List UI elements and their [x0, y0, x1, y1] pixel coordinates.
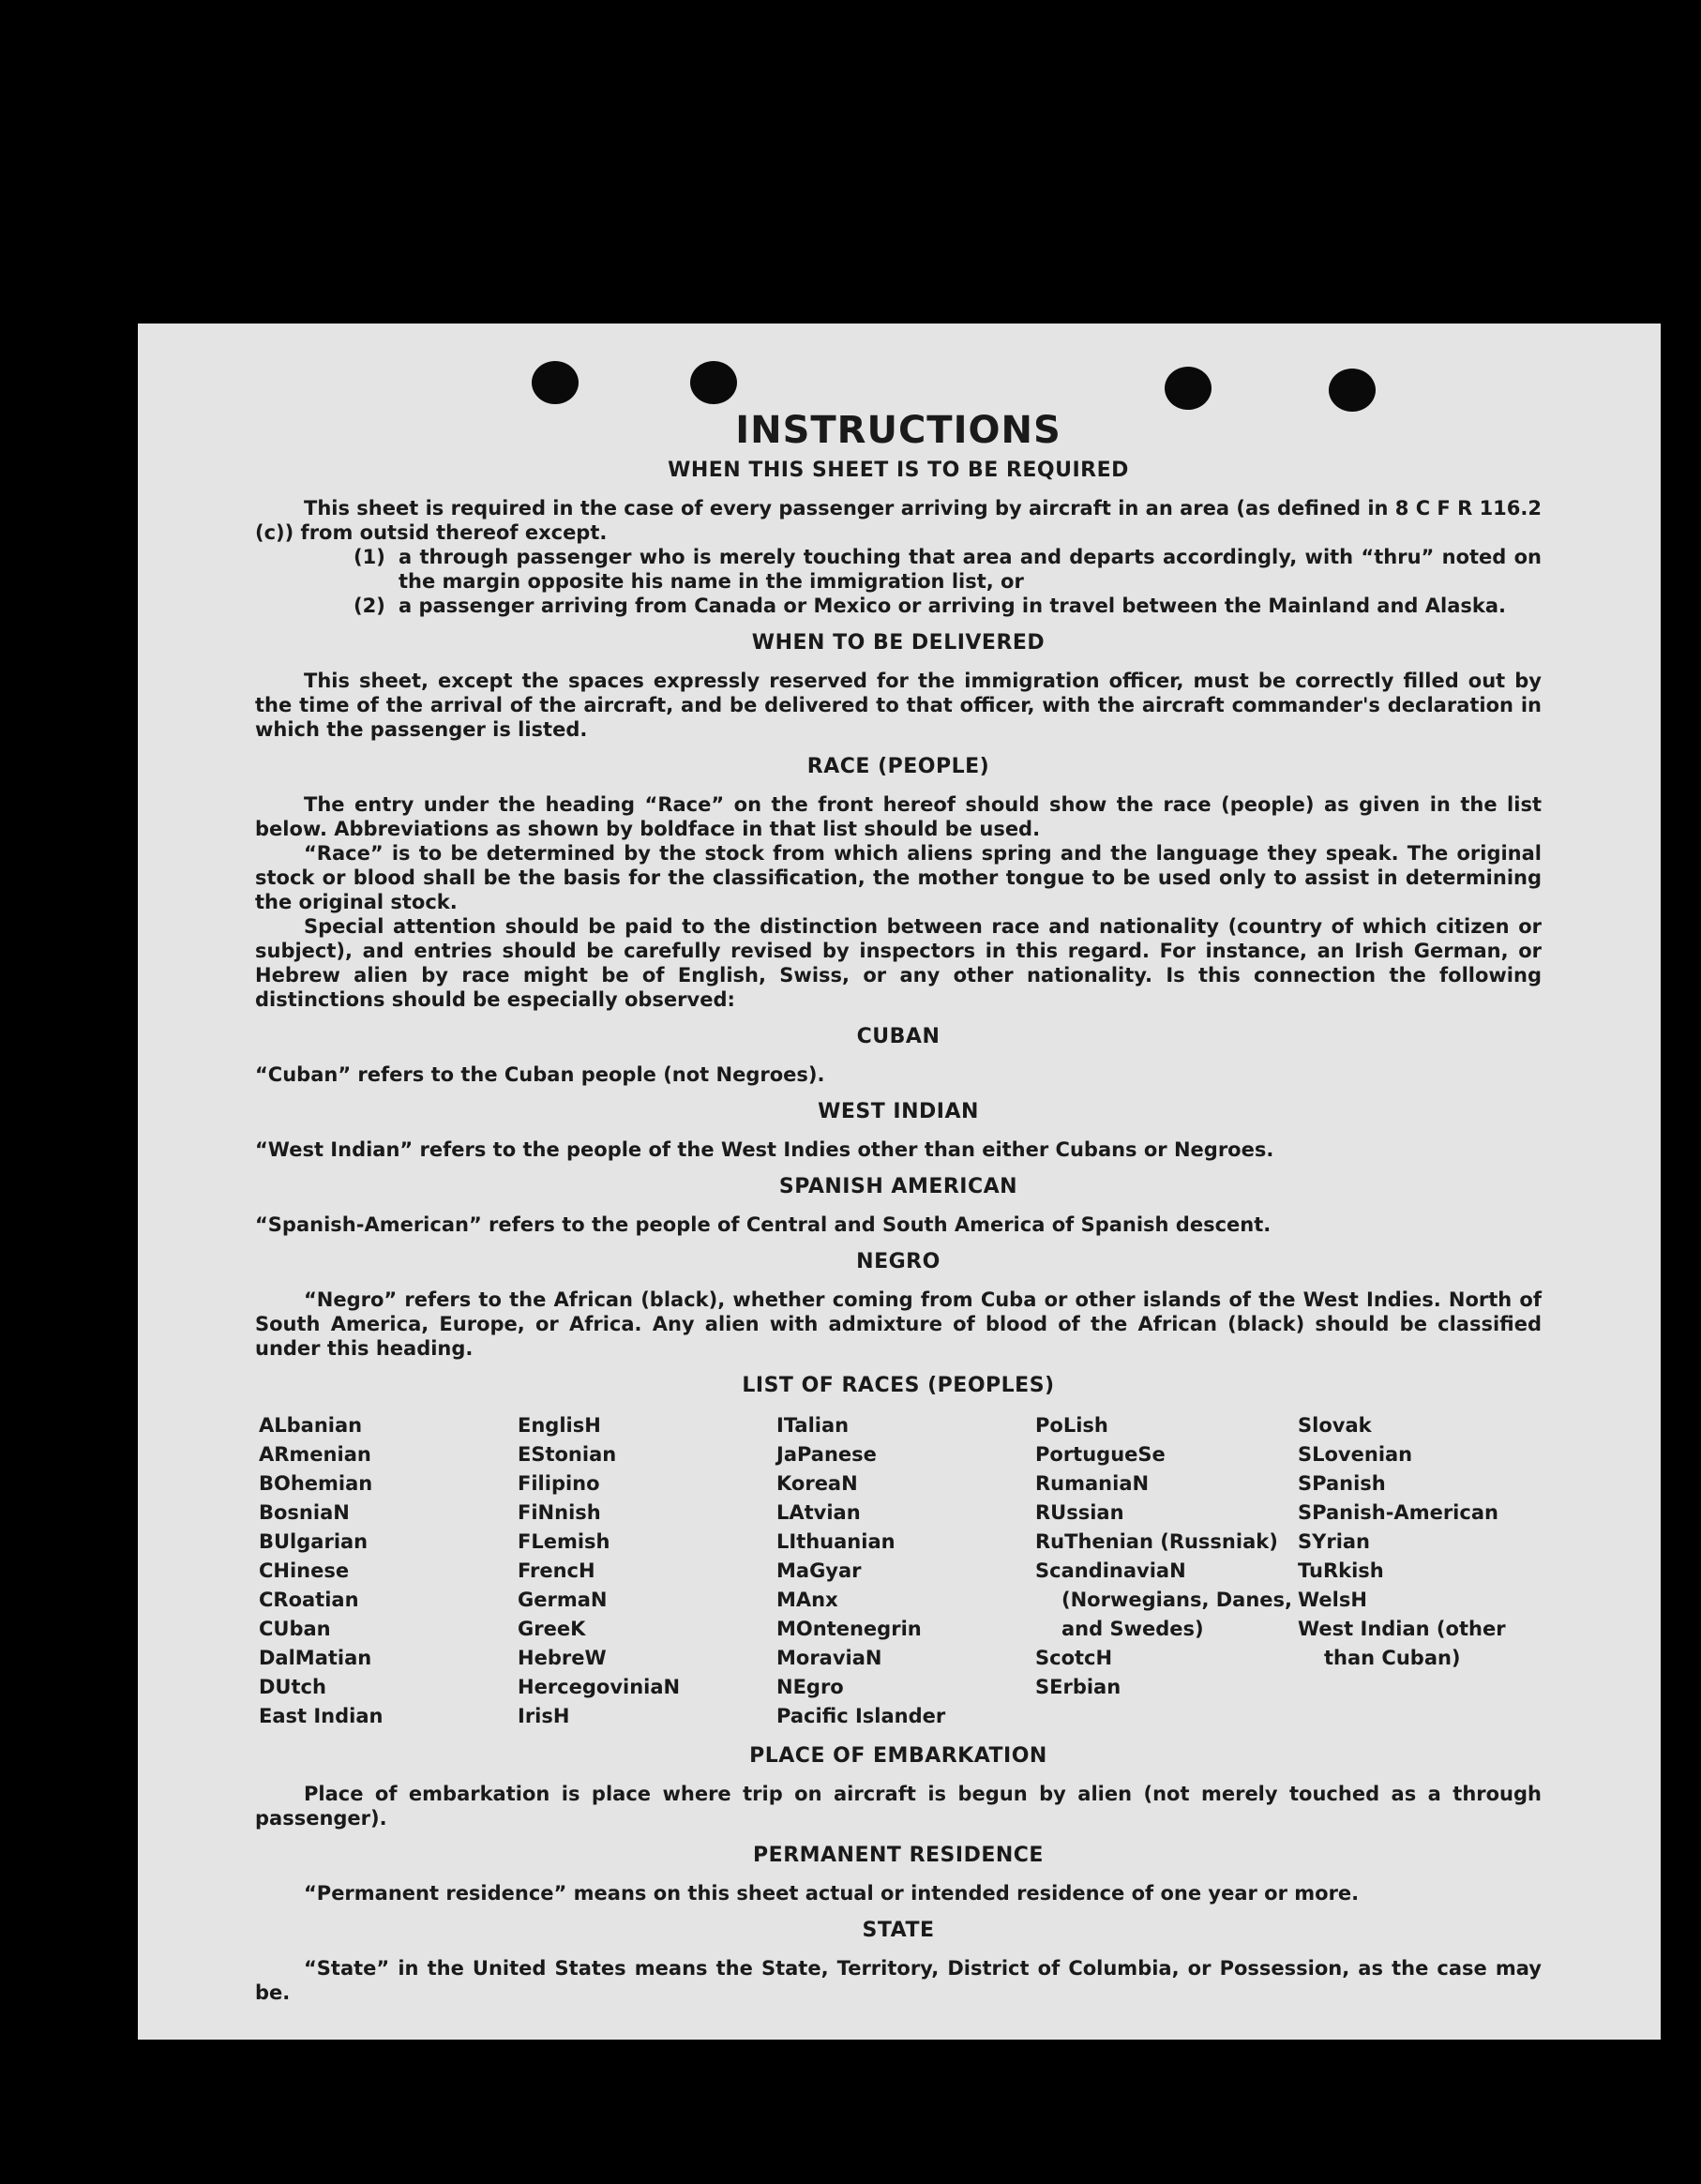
race-entry: HebreW [518, 1647, 607, 1669]
race-paragraph: The entry under the heading “Race” on the front hereof should show the race (people) as given in the list below. Abbreviations as shown by boldface in that list should be used. [255, 793, 1542, 840]
race-entry: MAnx [776, 1589, 838, 1611]
race-entry: EnglisH [518, 1414, 601, 1437]
race-entry: Pacific Islander [776, 1705, 946, 1727]
section-heading-list-of-races: LIST OF RACES (PEOPLES) [742, 1374, 1055, 1397]
races-column [776, 1411, 1035, 1731]
race-entry: GreeK [518, 1618, 586, 1640]
race-entry: LAtvian [776, 1501, 861, 1524]
delivered-text: This sheet, except the spaces expressly reserved for the immigration officer, must be correctly filled out by the time of the arrival of the aircraft, and be delivered to that officer, with the aircraft commander's declaration in which the passenger is listed. [255, 670, 1542, 741]
race-entry: SYrian [1298, 1530, 1371, 1553]
races-table [259, 1411, 1542, 1731]
section-heading-cuban: CUBAN [856, 1025, 941, 1048]
race-entry: EStonian [518, 1443, 617, 1466]
document-sheet [138, 324, 1661, 2040]
race-entry: MaGyar [776, 1559, 862, 1582]
section-heading-west-indian: WEST INDIAN [818, 1100, 979, 1123]
race-entry: RuThenian (Russniak) [1035, 1530, 1278, 1553]
race-entry: ARmenian [259, 1443, 371, 1466]
races-column [1298, 1411, 1542, 1731]
punch-hole [532, 361, 579, 404]
race-entry: BUlgarian [259, 1530, 369, 1553]
race-entry: SLovenian [1298, 1443, 1413, 1466]
race-entry: TuRkish [1298, 1559, 1384, 1582]
punch-hole [690, 361, 737, 404]
embarkation-text: Place of embarkation is place where trip on aircraft is begun by alien (not merely touched as a through passenger). [255, 1783, 1542, 1830]
race-entry: CHinese [259, 1559, 350, 1582]
page-title: INSTRUCTIONS [735, 409, 1061, 452]
race-entry: ITalian [776, 1414, 850, 1437]
race-entry: CRoatian [259, 1589, 359, 1611]
race-entry: RumaniaN [1035, 1472, 1150, 1495]
race-paragraph: Special attention should be paid to the distinction between race and nationality (country of which citizen or subject), and entries should be carefully revised by inspectors in this regard. For instance, an Irish German, or Hebrew alien by race might be of English, Swiss, or any other nationality. Is this connection the following distinctions should be especially observed: [255, 915, 1542, 1011]
race-entry: IrisH [518, 1705, 570, 1727]
race-entry: DUtch [259, 1676, 326, 1698]
race-entry: PortugueSe [1035, 1443, 1166, 1466]
races-column [1035, 1411, 1298, 1731]
exception-number: (1) [354, 546, 385, 568]
residence-text: “Permanent residence” means on this sheet actual or intended residence of one year or more. [304, 1882, 1360, 1905]
section-heading-negro: NEGRO [856, 1250, 941, 1273]
race-entry: ALbanian [259, 1414, 363, 1437]
race-entry: Slovak [1298, 1414, 1372, 1437]
race-entry: SPanish-American [1298, 1501, 1498, 1524]
race-entry: CUban [259, 1618, 331, 1640]
race-entry: West Indian (other than Cuban) [1298, 1618, 1506, 1669]
section-heading-state: STATE [862, 1919, 935, 1942]
race-paragraph: “Race” is to be determined by the stock from which aliens spring and the language they speak. The original stock or blood shall be the basis for the classification, the mother tongue to be used only to assist in determining the original stock. [255, 842, 1542, 913]
spanish-american-text: “Spanish-American” refers to the people of Central and South America of Spanish descent. [255, 1213, 1272, 1236]
exception-item [354, 594, 1542, 618]
section-heading-race: RACE (PEOPLE) [806, 755, 990, 778]
exception-text: a through passenger who is merely touching that area and departs accordingly, with “thru” noted on the margin opposite his name in the immigration list, or [399, 546, 1542, 593]
race-entry: RUssian [1035, 1501, 1124, 1524]
race-entry: East Indian [259, 1705, 384, 1727]
west-indian-text: “West Indian” refers to the people of the West Indies other than either Cubans or Negroes. [255, 1138, 1274, 1161]
section-heading-required: WHEN THIS SHEET IS TO BE REQUIRED [668, 459, 1129, 482]
race-entry: ScotcH [1035, 1647, 1113, 1669]
instructions-content [255, 410, 1542, 2005]
race-entry: LIthuanian [776, 1530, 896, 1553]
race-entry: BosniaN [259, 1501, 350, 1524]
section-heading-residence: PERMANENT RESIDENCE [753, 1844, 1044, 1867]
race-entry: SErbian [1035, 1676, 1121, 1698]
race-entry: JaPanese [776, 1443, 877, 1466]
race-entry: HercegoviniaN [518, 1676, 681, 1698]
punch-hole [1329, 369, 1376, 412]
race-entry: WelsH [1298, 1589, 1367, 1611]
section-heading-embarkation: PLACE OF EMBARKATION [749, 1744, 1047, 1768]
race-entry: MOntenegrin [776, 1618, 922, 1640]
exception-number: (2) [354, 595, 385, 617]
race-entry: MoraviaN [776, 1647, 882, 1669]
race-entry: FiNnish [518, 1501, 601, 1524]
race-entry: NEgro [776, 1676, 844, 1698]
race-entry: SPanish [1298, 1472, 1386, 1495]
race-entry: FLemish [518, 1530, 610, 1553]
required-intro: This sheet is required in the case of every passenger arriving by aircraft in an area (as defined in 8 C F R 116.2 (c)) from outsid thereof except. [255, 497, 1542, 544]
race-entry: BOhemian [259, 1472, 373, 1495]
race-entry: KoreaN [776, 1472, 858, 1495]
state-text: “State” in the United States means the State, Territory, District of Columbia, or Possession, as the case may be. [255, 1957, 1542, 2004]
punch-hole [1165, 367, 1212, 410]
section-heading-spanish-american: SPANISH AMERICAN [778, 1175, 1018, 1198]
race-entry: Filipino [518, 1472, 600, 1495]
race-entry: PoLish [1035, 1414, 1108, 1437]
races-column [259, 1411, 518, 1731]
race-entry: FrencH [518, 1559, 595, 1582]
negro-text: “Negro” refers to the African (black), whether coming from Cuba or other islands of the West Indies. North of South America, Europe, or Africa. Any alien with admixture of blood of the African (black) should be classified under this heading. [255, 1288, 1542, 1360]
race-entry: GermaN [518, 1589, 608, 1611]
exception-item [354, 545, 1542, 594]
section-heading-delivered: WHEN TO BE DELIVERED [751, 631, 1046, 655]
race-entry: ScandinaviaN (Norwegians, Danes, and Swedes) [1035, 1559, 1293, 1640]
exception-text: a passenger arriving from Canada or Mexico or arriving in travel between the Mainland and Alaska. [399, 595, 1506, 617]
races-column [518, 1411, 776, 1731]
race-entry: DalMatian [259, 1647, 372, 1669]
cuban-text: “Cuban” refers to the Cuban people (not Negroes). [255, 1063, 825, 1086]
